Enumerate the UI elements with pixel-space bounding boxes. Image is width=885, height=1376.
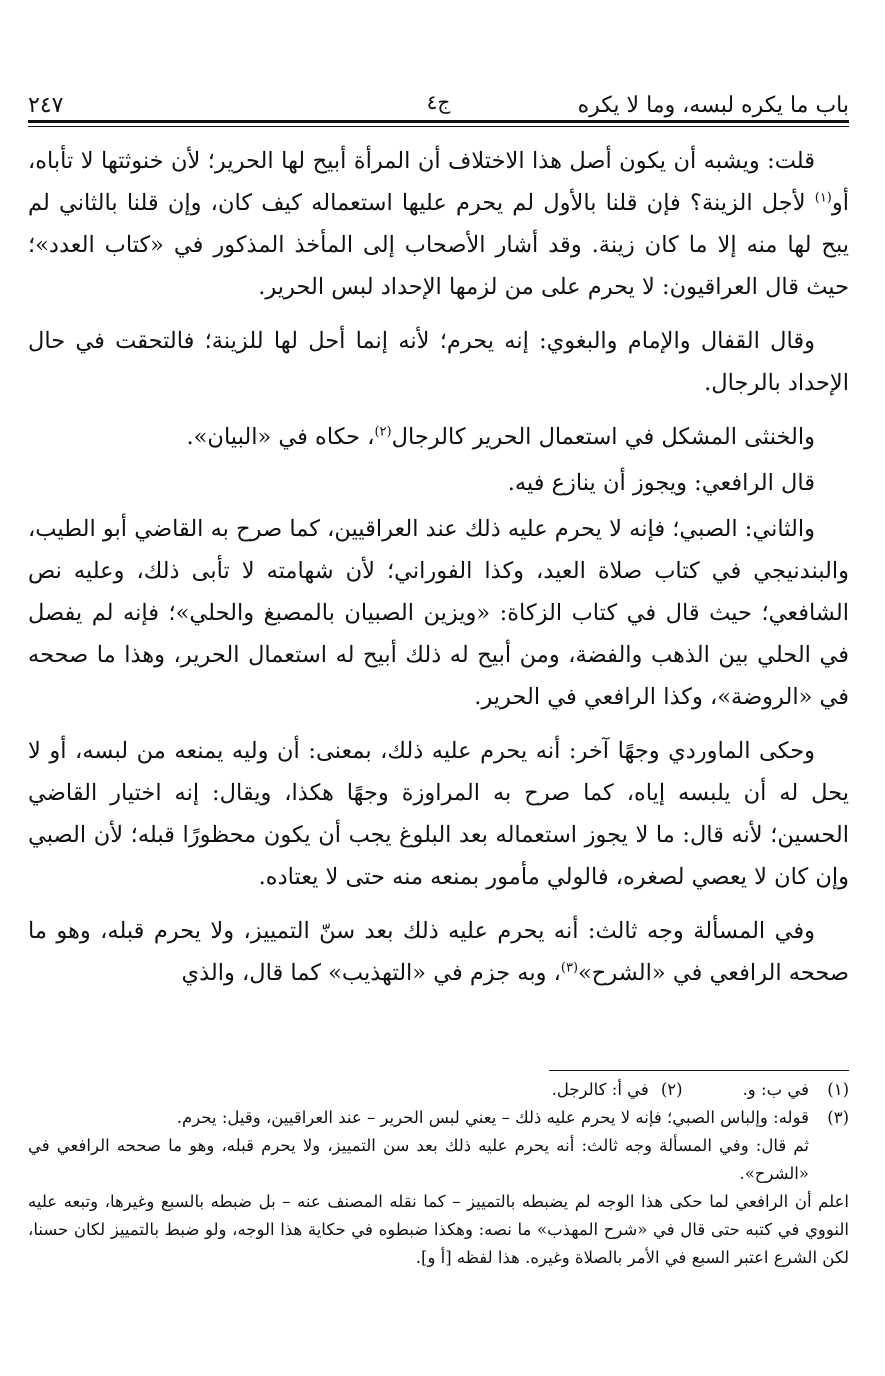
footnote-ref-1: (١)	[814, 190, 832, 206]
paragraph-3: والخنثى المشكل في استعمال الحرير كالرجال$^{(٢)}$، حكاه في «البيان».	[186, 424, 815, 450]
footnote-ref-3: (٣)	[560, 960, 579, 976]
footnote-separator	[549, 1070, 849, 1071]
footnote-3	[28, 1104, 849, 1188]
footnote-1-2-row	[28, 1076, 849, 1104]
paragraph-5: والثاني: الصبي؛ فإنه لا يحرم عليه ذلك عند العراقيين، كما صرح به القاضي أبو الطيب، والبندنيجي في كتاب صلاة العيد، وكذا الفوراني؛ لأن شهامته لا تأبى ذلك، وعليه نص الشافعي؛ حيث قال في كتاب الزكاة: «ويزين الصبيان بالمصبغ والحلي»؛ فإنه لم يفصل في الحلي بين الذهب والفضة، ومن أبيح له ذلك أبيح له استعمال الحرير، وهذا ما صححه في «الروضة»، وكذا الرافعي في الحرير.	[28, 516, 849, 710]
paragraph-6: وحكى الماوردي وجهًا آخر: أنه يحرم عليه ذلك، بمعنى: أن وليه يمنعه من لبسه، أو لا يحل له أن يلبسه إياه، كما صرح به المراوزة وجهًا هكذا، ويقال: إنه اختيار القاضي الحسين؛ لأنه قال: ما لا يجوز استعماله بعد البلوغ يجب أن يكون محظورًا قبله؛ لأن الصبي وإن كان لا يعصي لصغره، فالولي مأمور بمنعه منه حتى لا يعتاده.	[28, 738, 849, 890]
page-number: ٢٤٧	[28, 93, 64, 118]
footnote-2-text: في أ: كالرجل.	[551, 1080, 649, 1099]
running-header	[28, 74, 849, 118]
paragraph-4: قال الرافعي: ويجوز أن ينازع فيه.	[507, 470, 815, 496]
footnote-ref-2: (٢)	[374, 424, 392, 440]
paragraph-2: وقال القفال والإمام والبغوي: إنه يحرم؛ لأنه إنما أحل لها للزينة؛ فالتحقت في حال الإحداد بالرجال.	[28, 328, 849, 396]
footnote-3-number: (٣)	[827, 1108, 849, 1127]
header-rule-thick	[28, 120, 849, 123]
header-rule-thin	[28, 126, 849, 127]
footnote-1-text: في ب: و.	[742, 1080, 809, 1099]
footnote-3-line-2: ثم قال: وفي المسألة وجه ثالث: أنه يحرم عليه ذلك بعد سن التمييز، ولا يحرم قبله، وهو ما صححه الرافعي في «الشرح».	[28, 1136, 809, 1183]
chapter-title: باب ما يكره لبسه، وما لا يكره	[577, 93, 849, 118]
footnote-2-number: (٢)	[660, 1080, 683, 1099]
paragraph-7: وفي المسألة وجه ثالث: أنه يحرم عليه ذلك بعد سنّ التمييز، ولا يحرم قبله، وهو ما صححه الرافعي في «الشرح»$^{(٣)}$، وبه جزم في «التهذيب» كما قال، والذي	[28, 918, 849, 986]
footnote-1-number: (١)	[827, 1080, 849, 1099]
main-text	[28, 140, 849, 1006]
footnotes	[28, 1076, 849, 1272]
footnote-3-commentary: اعلم أن الرافعي لما حكى هذا الوجه لم يضبطه بالتمييز – كما نقله المصنف عنه – بل ضبطه بالسبع وغيرها، وتبعه عليه النووي في كتبه حتى قال في «شرح المهذب» ما نصه: وهكذا ضبطوه في حكاية هذا الوجه، ولو ضبط بالتمييز لكان حسنا، لكن الشرع اعتبر السبع في الأمر بالصلاة وغيره. هذا لفظه [أ و].	[28, 1192, 849, 1267]
footnote-3-line-1: قوله: وإلباس الصبي؛ فإنه لا يحرم عليه ذلك – يعني لبس الحرير – عند العراقيين، وقيل: يحرم.	[176, 1108, 809, 1127]
volume-label: ج٤	[426, 90, 451, 114]
paragraph-1: قلت: ويشبه أن يكون أصل هذا الاختلاف أن المرأة أبيح لها الحرير؛ لأن خنوثتها لا تأباه، أو$^{(١)}$ لأجل الزينة؟ فإن قلنا بالأول لم يحرم عليها استعماله كيف كان، وإن قلنا بالثاني لم يبح لها منه إلا ما كان زينة. وقد أشار الأصحاب إلى المأخذ المذكور في «كتاب العدد»؛ حيث قال العراقيون: لا يحرم على من لزمها الإحداد لبس الحرير.	[28, 148, 849, 300]
